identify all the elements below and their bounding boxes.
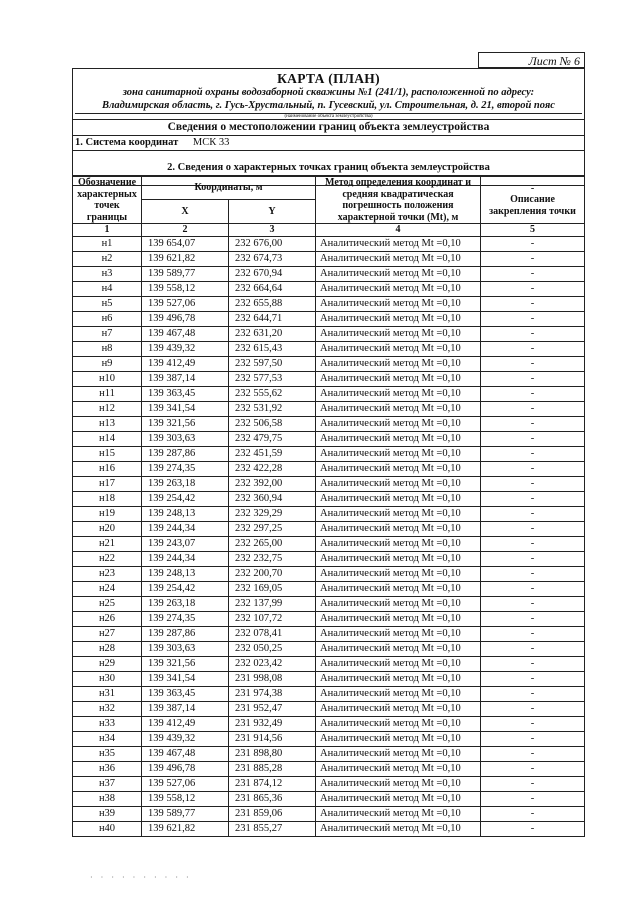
section2-wrapper <box>72 161 585 176</box>
description-cell: - <box>481 327 585 342</box>
section-title: Сведения о местоположении границ объекта землеустройства <box>73 119 584 135</box>
table-row <box>73 642 585 657</box>
naming-caption: (наименование объекта землеустройства) <box>75 113 582 119</box>
table-row <box>73 717 585 732</box>
point-id-cell: н13 <box>73 417 142 432</box>
y-coordinate-cell: 231 885,28 <box>229 762 316 777</box>
x-coordinate-cell: 139 274,35 <box>142 612 229 627</box>
method-cell: Аналитический метод Mt =0,10 <box>316 417 481 432</box>
point-id-cell: н17 <box>73 477 142 492</box>
description-cell: - <box>481 702 585 717</box>
method-cell: Аналитический метод Mt =0,10 <box>316 672 481 687</box>
x-coordinate-cell: 139 621,82 <box>142 822 229 837</box>
method-cell: Аналитический метод Mt =0,10 <box>316 372 481 387</box>
x-coordinate-cell: 139 303,63 <box>142 642 229 657</box>
col-method-header: Метод определения координат и средняя квадратическая погрешность положения характерной точки (Mt), м <box>316 177 481 224</box>
y-coordinate-cell: 232 676,00 <box>229 237 316 252</box>
description-cell: - <box>481 747 585 762</box>
point-id-cell: н27 <box>73 627 142 642</box>
table-row <box>73 657 585 672</box>
x-coordinate-cell: 139 439,32 <box>142 732 229 747</box>
description-cell: - <box>481 582 585 597</box>
point-id-cell: н7 <box>73 327 142 342</box>
method-cell: Аналитический метод Mt =0,10 <box>316 282 481 297</box>
point-id-cell: н1 <box>73 237 142 252</box>
description-cell: - <box>481 402 585 417</box>
x-coordinate-cell: 139 341,54 <box>142 672 229 687</box>
point-id-cell: н31 <box>73 687 142 702</box>
point-id-cell: н36 <box>73 762 142 777</box>
method-cell: Аналитический метод Mt =0,10 <box>316 582 481 597</box>
point-id-cell: н15 <box>73 447 142 462</box>
method-cell: Аналитический метод Mt =0,10 <box>316 357 481 372</box>
description-cell: - <box>481 237 585 252</box>
y-coordinate-cell: 232 392,00 <box>229 477 316 492</box>
x-coordinate-cell: 139 363,45 <box>142 687 229 702</box>
description-cell: - <box>481 342 585 357</box>
point-id-cell: н12 <box>73 402 142 417</box>
y-coordinate-cell: 232 137,99 <box>229 597 316 612</box>
method-cell: Аналитический метод Mt =0,10 <box>316 237 481 252</box>
point-id-cell: н16 <box>73 462 142 477</box>
method-cell: Аналитический метод Mt =0,10 <box>316 807 481 822</box>
method-cell: Аналитический метод Mt =0,10 <box>316 657 481 672</box>
table-row <box>73 402 585 417</box>
table-row <box>73 672 585 687</box>
y-coordinate-cell: 232 329,29 <box>229 507 316 522</box>
y-coordinate-cell: 232 050,25 <box>229 642 316 657</box>
x-coordinate-cell: 139 387,14 <box>142 702 229 717</box>
point-id-cell: н38 <box>73 792 142 807</box>
point-id-cell: н5 <box>73 297 142 312</box>
method-cell: Аналитический метод Mt =0,10 <box>316 402 481 417</box>
document-subtitle-line1: зона санитарной охраны водозаборной скважины №1 (241/1), расположенной по адресу: <box>122 87 535 98</box>
table-row <box>73 777 585 792</box>
table-row <box>73 267 585 282</box>
point-id-cell: н20 <box>73 522 142 537</box>
description-cell: - <box>481 312 585 327</box>
y-coordinate-cell: 232 664,64 <box>229 282 316 297</box>
table-row <box>73 582 585 597</box>
description-cell: - <box>481 372 585 387</box>
point-id-cell: н34 <box>73 732 142 747</box>
method-cell: Аналитический метод Mt =0,10 <box>316 747 481 762</box>
col-y-header: Y <box>229 200 316 224</box>
table-row <box>73 432 585 447</box>
y-coordinate-cell: 232 232,75 <box>229 552 316 567</box>
description-cell: - <box>481 357 585 372</box>
table-row <box>73 357 585 372</box>
point-id-cell: н26 <box>73 612 142 627</box>
point-id-cell: н23 <box>73 567 142 582</box>
method-cell: Аналитический метод Mt =0,10 <box>316 597 481 612</box>
description-cell: - <box>481 762 585 777</box>
table-row <box>73 567 585 582</box>
point-id-cell: н10 <box>73 372 142 387</box>
table-row <box>73 297 585 312</box>
method-cell: Аналитический метод Mt =0,10 <box>316 507 481 522</box>
point-id-cell: н19 <box>73 507 142 522</box>
y-coordinate-cell: 231 932,49 <box>229 717 316 732</box>
y-coordinate-cell: 232 655,88 <box>229 297 316 312</box>
points-table <box>72 176 585 837</box>
method-cell: Аналитический метод Mt =0,10 <box>316 717 481 732</box>
coord-system-label: 1. Система координат <box>75 137 179 148</box>
table-row <box>73 732 585 747</box>
x-coordinate-cell: 139 248,13 <box>142 507 229 522</box>
y-coordinate-cell: 232 674,73 <box>229 252 316 267</box>
description-cell: - <box>481 567 585 582</box>
description-cell: - <box>481 507 585 522</box>
y-coordinate-cell: 232 169,05 <box>229 582 316 597</box>
table-row <box>73 327 585 342</box>
point-id-cell: н4 <box>73 282 142 297</box>
description-cell: - <box>481 447 585 462</box>
column-number: 4 <box>316 224 481 237</box>
y-coordinate-cell: 231 855,27 <box>229 822 316 837</box>
method-cell: Аналитический метод Mt =0,10 <box>316 792 481 807</box>
method-cell: Аналитический метод Mt =0,10 <box>316 297 481 312</box>
description-cell: - <box>481 537 585 552</box>
description-cell: - <box>481 717 585 732</box>
y-coordinate-cell: 231 974,38 <box>229 687 316 702</box>
description-cell: - <box>481 612 585 627</box>
y-coordinate-cell: 232 670,94 <box>229 267 316 282</box>
description-cell: - <box>481 792 585 807</box>
point-id-cell: н21 <box>73 537 142 552</box>
y-coordinate-cell: 232 644,71 <box>229 312 316 327</box>
method-cell: Аналитический метод Mt =0,10 <box>316 552 481 567</box>
y-coordinate-cell: 231 898,80 <box>229 747 316 762</box>
y-coordinate-cell: 232 531,92 <box>229 402 316 417</box>
table-row <box>73 537 585 552</box>
x-coordinate-cell: 139 467,48 <box>142 327 229 342</box>
x-coordinate-cell: 139 303,63 <box>142 432 229 447</box>
point-id-cell: н33 <box>73 717 142 732</box>
method-cell: Аналитический метод Mt =0,10 <box>316 822 481 837</box>
table-row <box>73 477 585 492</box>
x-coordinate-cell: 139 439,32 <box>142 342 229 357</box>
method-cell: Аналитический метод Mt =0,10 <box>316 267 481 282</box>
point-id-cell: н24 <box>73 582 142 597</box>
y-coordinate-cell: 232 107,72 <box>229 612 316 627</box>
y-coordinate-cell: 231 998,08 <box>229 672 316 687</box>
table-row <box>73 807 585 822</box>
x-coordinate-cell: 139 243,07 <box>142 537 229 552</box>
x-coordinate-cell: 139 412,49 <box>142 357 229 372</box>
table-row <box>73 282 585 297</box>
col-coords-header: Координаты, м <box>142 177 316 200</box>
table-row <box>73 822 585 837</box>
x-coordinate-cell: 139 589,77 <box>142 267 229 282</box>
y-coordinate-cell: 232 297,25 <box>229 522 316 537</box>
column-number: 2 <box>142 224 229 237</box>
description-cell: - <box>481 432 585 447</box>
x-coordinate-cell: 139 263,18 <box>142 477 229 492</box>
x-coordinate-cell: 139 363,45 <box>142 387 229 402</box>
table-row <box>73 237 585 252</box>
table-row <box>73 507 585 522</box>
x-coordinate-cell: 139 244,34 <box>142 522 229 537</box>
table-row <box>73 702 585 717</box>
y-coordinate-cell: 232 555,62 <box>229 387 316 402</box>
y-coordinate-cell: 232 506,58 <box>229 417 316 432</box>
sheet-number-label: Лист № 6 <box>528 54 580 68</box>
point-id-cell: н18 <box>73 492 142 507</box>
point-id-cell: н14 <box>73 432 142 447</box>
x-coordinate-cell: 139 654,07 <box>142 237 229 252</box>
x-coordinate-cell: 139 248,13 <box>142 567 229 582</box>
y-coordinate-cell: 232 631,20 <box>229 327 316 342</box>
y-coordinate-cell: 232 577,53 <box>229 372 316 387</box>
description-cell: - <box>481 597 585 612</box>
method-cell: Аналитический метод Mt =0,10 <box>316 462 481 477</box>
method-cell: Аналитический метод Mt =0,10 <box>316 387 481 402</box>
col-point-header: Обозначение характерных точек границы <box>73 177 142 224</box>
table-row <box>73 597 585 612</box>
table-row <box>73 462 585 477</box>
table-row <box>73 627 585 642</box>
method-cell: Аналитический метод Mt =0,10 <box>316 492 481 507</box>
method-cell: Аналитический метод Mt =0,10 <box>316 252 481 267</box>
description-cell: - <box>481 387 585 402</box>
table-row <box>73 687 585 702</box>
column-number-row <box>73 224 585 237</box>
method-cell: Аналитический метод Mt =0,10 <box>316 477 481 492</box>
method-cell: Аналитический метод Mt =0,10 <box>316 702 481 717</box>
x-coordinate-cell: 139 274,35 <box>142 462 229 477</box>
x-coordinate-cell: 139 527,06 <box>142 297 229 312</box>
x-coordinate-cell: 139 558,12 <box>142 792 229 807</box>
column-number: 1 <box>73 224 142 237</box>
table-row <box>73 447 585 462</box>
description-cell: - <box>481 417 585 432</box>
y-coordinate-cell: 232 265,00 <box>229 537 316 552</box>
method-cell: Аналитический метод Mt =0,10 <box>316 537 481 552</box>
y-coordinate-cell: 232 360,94 <box>229 492 316 507</box>
method-cell: Аналитический метод Mt =0,10 <box>316 762 481 777</box>
y-coordinate-cell: 231 952,47 <box>229 702 316 717</box>
y-coordinate-cell: 231 865,36 <box>229 792 316 807</box>
point-id-cell: н37 <box>73 777 142 792</box>
x-coordinate-cell: 139 244,34 <box>142 552 229 567</box>
description-cell: - <box>481 732 585 747</box>
point-id-cell: н6 <box>73 312 142 327</box>
col-desc-dash: - <box>530 182 535 194</box>
description-cell: - <box>481 297 585 312</box>
x-coordinate-cell: 139 341,54 <box>142 402 229 417</box>
x-coordinate-cell: 139 527,06 <box>142 777 229 792</box>
y-coordinate-cell: 232 615,43 <box>229 342 316 357</box>
y-coordinate-cell: 232 023,42 <box>229 657 316 672</box>
point-id-cell: н32 <box>73 702 142 717</box>
x-coordinate-cell: 139 321,56 <box>142 657 229 672</box>
point-id-cell: н25 <box>73 597 142 612</box>
description-cell: - <box>481 672 585 687</box>
col-desc-label: Описание закрепления точки <box>489 194 576 217</box>
point-id-cell: н30 <box>73 672 142 687</box>
table-row <box>73 372 585 387</box>
method-cell: Аналитический метод Mt =0,10 <box>316 612 481 627</box>
point-id-cell: н8 <box>73 342 142 357</box>
method-cell: Аналитический метод Mt =0,10 <box>316 447 481 462</box>
description-cell: - <box>481 822 585 837</box>
table-row <box>73 492 585 507</box>
description-cell: - <box>481 627 585 642</box>
document-subtitle-line2: Владимирская область, г. Гусь-Хрустальный, п. Гусевский, ул. Строительная, д. 21, второй пояс <box>102 99 555 111</box>
method-cell: Аналитический метод Mt =0,10 <box>316 567 481 582</box>
method-cell: Аналитический метод Mt =0,10 <box>316 342 481 357</box>
y-coordinate-cell: 232 078,41 <box>229 627 316 642</box>
sheet-number-box <box>478 52 585 68</box>
point-id-cell: н9 <box>73 357 142 372</box>
point-id-cell: н40 <box>73 822 142 837</box>
method-cell: Аналитический метод Mt =0,10 <box>316 687 481 702</box>
y-coordinate-cell: 232 479,75 <box>229 432 316 447</box>
table-row <box>73 612 585 627</box>
x-coordinate-cell: 139 321,56 <box>142 417 229 432</box>
method-cell: Аналитический метод Mt =0,10 <box>316 627 481 642</box>
point-id-cell: н28 <box>73 642 142 657</box>
method-cell: Аналитический метод Mt =0,10 <box>316 732 481 747</box>
description-cell: - <box>481 687 585 702</box>
document-title: КАРТА (ПЛАН) <box>277 71 380 86</box>
x-coordinate-cell: 139 496,78 <box>142 312 229 327</box>
description-cell: - <box>481 267 585 282</box>
table-row <box>73 747 585 762</box>
description-cell: - <box>481 492 585 507</box>
y-coordinate-cell: 231 859,06 <box>229 807 316 822</box>
method-cell: Аналитический метод Mt =0,10 <box>316 327 481 342</box>
table-row <box>73 312 585 327</box>
x-coordinate-cell: 139 263,18 <box>142 597 229 612</box>
x-coordinate-cell: 139 467,48 <box>142 747 229 762</box>
table-header-row <box>73 177 585 200</box>
method-cell: Аналитический метод Mt =0,10 <box>316 522 481 537</box>
y-coordinate-cell: 232 422,28 <box>229 462 316 477</box>
point-id-cell: н2 <box>73 252 142 267</box>
point-id-cell: н35 <box>73 747 142 762</box>
description-cell: - <box>481 807 585 822</box>
description-cell: - <box>481 522 585 537</box>
table-row <box>73 417 585 432</box>
description-cell: - <box>481 462 585 477</box>
points-table-body <box>73 237 585 837</box>
x-coordinate-cell: 139 496,78 <box>142 762 229 777</box>
scan-noise: · · · · · · · · · · <box>90 873 192 882</box>
table-row <box>73 387 585 402</box>
col-x-header: X <box>142 200 229 224</box>
description-cell: - <box>481 552 585 567</box>
col-desc-header <box>481 177 585 224</box>
method-cell: Аналитический метод Mt =0,10 <box>316 777 481 792</box>
column-number: 5 <box>481 224 585 237</box>
x-coordinate-cell: 139 387,14 <box>142 372 229 387</box>
point-id-cell: н22 <box>73 552 142 567</box>
table-row <box>73 792 585 807</box>
description-cell: - <box>481 657 585 672</box>
point-id-cell: н29 <box>73 657 142 672</box>
y-coordinate-cell: 232 200,70 <box>229 567 316 582</box>
x-coordinate-cell: 139 287,86 <box>142 627 229 642</box>
description-cell: - <box>481 777 585 792</box>
y-coordinate-cell: 232 451,59 <box>229 447 316 462</box>
y-coordinate-cell: 231 874,12 <box>229 777 316 792</box>
coord-system-value: МСК 33 <box>192 137 230 148</box>
x-coordinate-cell: 139 621,82 <box>142 252 229 267</box>
x-coordinate-cell: 139 254,42 <box>142 492 229 507</box>
method-cell: Аналитический метод Mt =0,10 <box>316 312 481 327</box>
table-row <box>73 552 585 567</box>
x-coordinate-cell: 139 254,42 <box>142 582 229 597</box>
coord-system-row <box>73 135 584 151</box>
table-row <box>73 522 585 537</box>
y-coordinate-cell: 231 914,56 <box>229 732 316 747</box>
description-cell: - <box>481 477 585 492</box>
x-coordinate-cell: 139 287,86 <box>142 447 229 462</box>
column-number: 3 <box>229 224 316 237</box>
description-cell: - <box>481 282 585 297</box>
section2-title: 2. Сведения о характерных точках границ объекта землеустройства <box>73 161 584 176</box>
description-cell: - <box>481 642 585 657</box>
table-row <box>73 762 585 777</box>
method-cell: Аналитический метод Mt =0,10 <box>316 642 481 657</box>
point-id-cell: н3 <box>73 267 142 282</box>
table-row <box>73 342 585 357</box>
method-cell: Аналитический метод Mt =0,10 <box>316 432 481 447</box>
description-cell: - <box>481 252 585 267</box>
table-row <box>73 252 585 267</box>
point-id-cell: н39 <box>73 807 142 822</box>
y-coordinate-cell: 232 597,50 <box>229 357 316 372</box>
x-coordinate-cell: 139 589,77 <box>142 807 229 822</box>
point-id-cell: н11 <box>73 387 142 402</box>
x-coordinate-cell: 139 412,49 <box>142 717 229 732</box>
x-coordinate-cell: 139 558,12 <box>142 282 229 297</box>
